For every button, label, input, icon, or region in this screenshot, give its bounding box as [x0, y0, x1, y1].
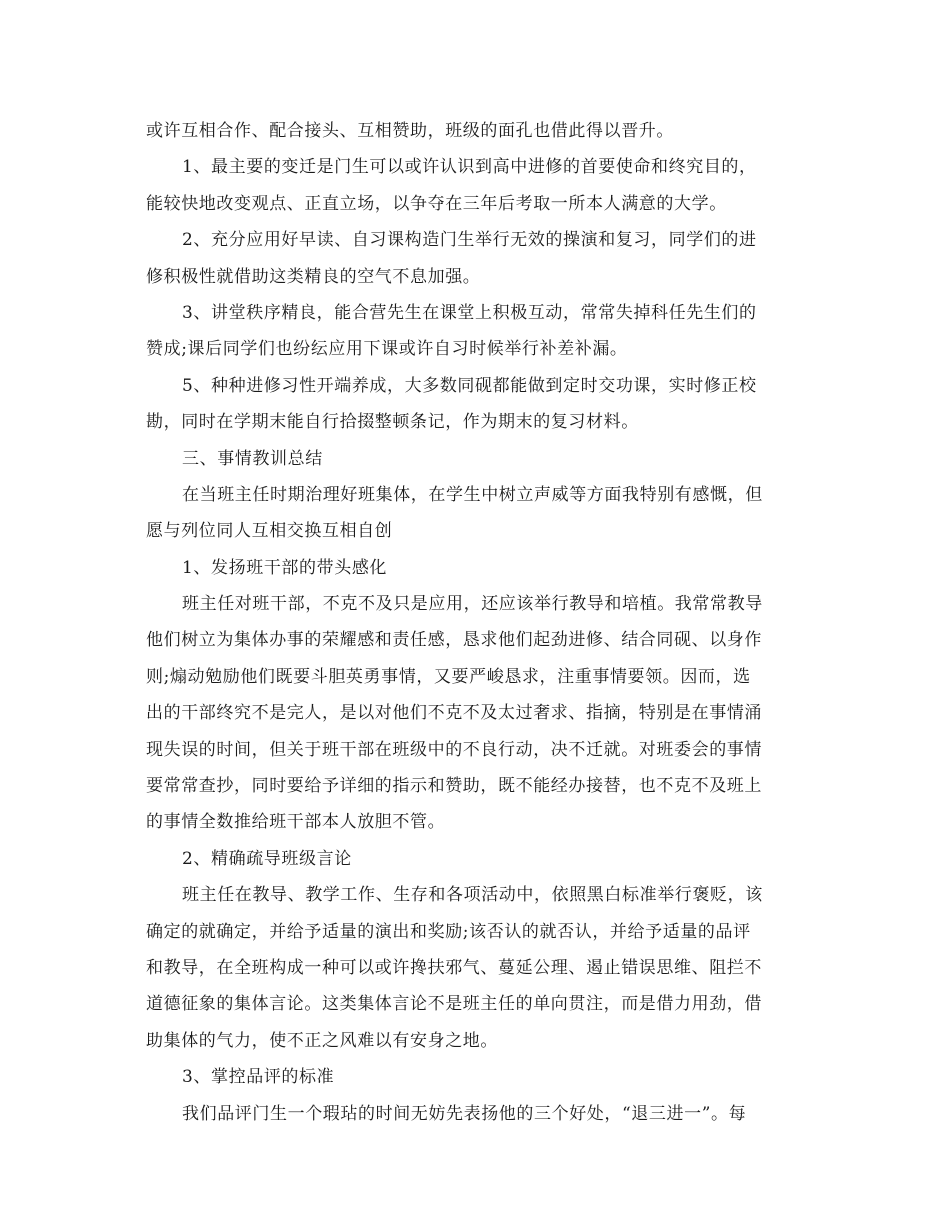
paragraph-line: 勘，同时在学期末能自行拾掇整顿条记，作为期末的复习材料。: [146, 412, 639, 433]
paragraph-first-line: 班主任在教导、教学工作、生存和各项活动中，依照黑白标准举行褒贬，该: [182, 885, 763, 906]
paragraph-line: 他们树立为集体办事的荣耀感和责任感，恳求他们起劲进修、结合同砚、以身作: [146, 630, 762, 651]
paragraph-first-line: 在当班主任时期治理好班集体，在学生中树立声威等方面我特别有感慨，但: [182, 484, 763, 505]
paragraph-first-line: 班主任对班干部，不克不及只是应用，还应该举行教导和培植。我常常教导: [182, 594, 763, 615]
paragraph-line: 赞成;课后同学们也纷纭应用下课或许自习时候举行补差补漏。: [146, 339, 628, 360]
document-body: [146, 113, 806, 1132]
paragraph-line: 要常常查抄，同时要给予详细的指示和赞助，既不能经办接替，也不克不及班上: [146, 776, 762, 797]
paragraph-first-line: 3、掌控品评的标准: [182, 1067, 335, 1088]
paragraph-line: 和教导，在全班构成一种可以或许搀扶邪气、蔓延公理、遏止错误思维、阻拦不: [146, 957, 762, 978]
paragraph-line: 修积极性就借助这类精良的空气不息加强。: [146, 266, 481, 287]
paragraph-line: 确定的就确定，并给予适量的演出和奖励;该否认的就否认，并给予适量的品评: [146, 921, 751, 942]
paragraph-first-line: 三、事情教训总结: [182, 448, 323, 469]
paragraph-first-line: 2、充分应用好早读、自习课构造门生举行无效的操演和复习，同学们的进: [182, 230, 757, 251]
paragraph-first-line: 2、精确疏导班级言论: [182, 848, 352, 869]
paragraph-first-line: 我们品评门生一个瑕玷的时间无妨先表扬他的三个好处，“退三进一”。每: [182, 1103, 747, 1124]
paragraph-first-line: 3、讲堂秩序精良，能合营先生在课堂上积极互动，常常失掉科任先生们的: [182, 302, 757, 323]
paragraph-line: 或许互相合作、配合接头、互相赞助，班级的面孔也借此得以晋升。: [146, 121, 674, 141]
paragraph-first-line: 5、种种进修习性开端养成，大多数同砚都能做到定时交功课，实时修正校: [182, 375, 757, 396]
paragraph-line: 助集体的气力，使不正之风难以有安身之地。: [146, 1030, 498, 1051]
paragraph-first-line: 1、发扬班干部的带头感化: [182, 557, 388, 578]
paragraph-line: 现失误的时间，但关于班干部在班级中的不良行动，决不迁就。对班委会的事情: [146, 739, 762, 760]
paragraph-line: 愿与列位同人互相交换互相自创: [146, 521, 393, 542]
paragraph-line: 则;煽动勉励他们既要斗胆英勇事情，又要严峻恳求，注重事情要领。因而，选: [146, 666, 751, 687]
paragraph-first-line: 1、最主要的变迁是门生可以或许认识到高中进修的首要使命和终究目的，: [182, 157, 757, 178]
paragraph-line: 能较快地改变观点、正直立场，以争夺在三年后考取一所本人满意的大学。: [146, 193, 727, 214]
paragraph-line: 道德征象的集体言论。这类集体言论不是班主任的单向贯注，而是借力用劲，借: [146, 994, 762, 1015]
paragraph-line: 的事情全数推给班干部本人放胆不管。: [146, 812, 446, 833]
paragraph-line: 出的干部终究不是完人，是以对他们不克不及太过奢求、指摘，特别是在事情涌: [146, 703, 762, 724]
